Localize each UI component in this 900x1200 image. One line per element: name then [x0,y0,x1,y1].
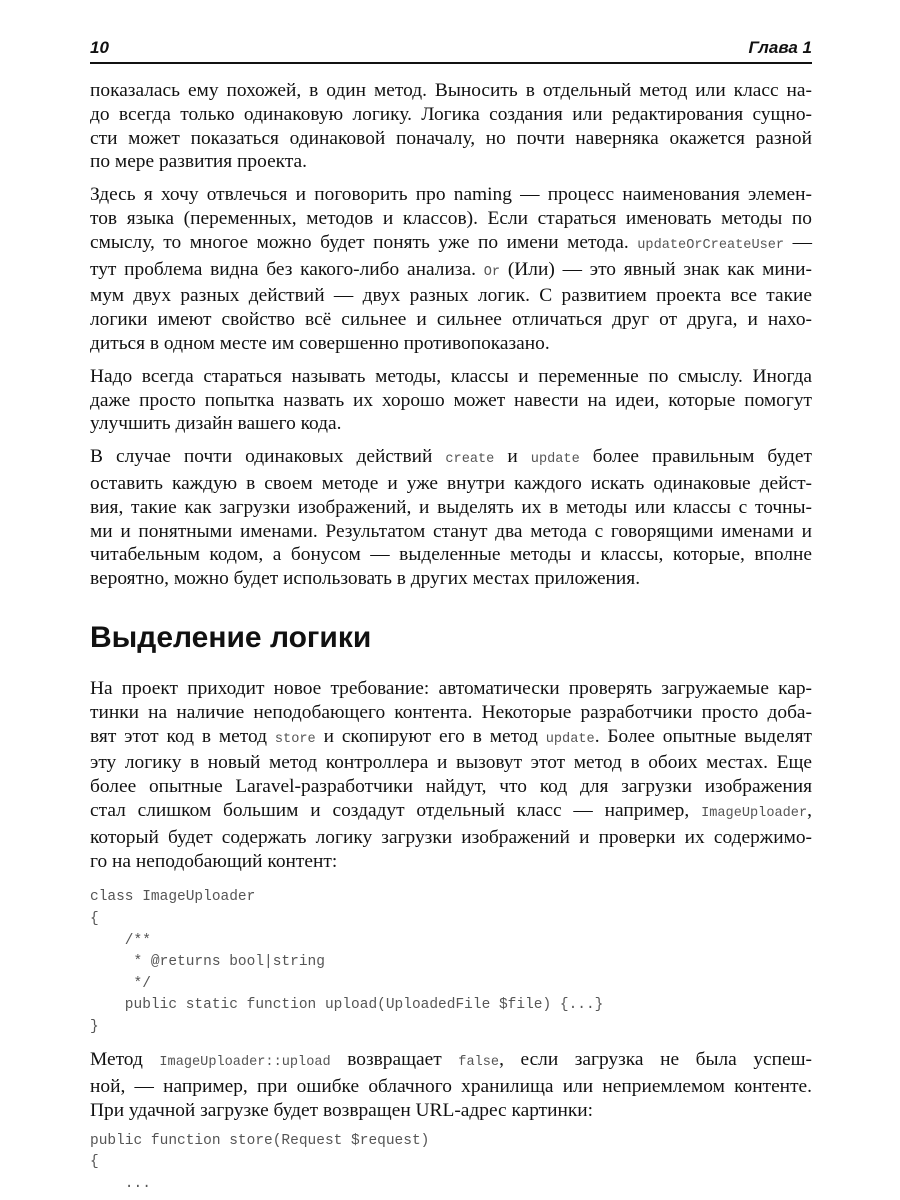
inline-code: Or [483,264,501,280]
text-line: ной, — например, при ошибке облачного хранилища или неприемлемом контенте. [90,1076,812,1098]
inline-code: update [530,452,580,468]
code-line: /** [90,932,151,949]
inline-code: false [458,1055,500,1071]
text-line: до всегда только одинаковую логику. Логика создания или редактирования сущно- [90,103,812,125]
text-line: читабельным кодом, а бонусом — выделенные методы и классы, которые, вполне [90,544,812,566]
text-line: При удачной загрузке будет возвращен URL-адрес картинки: [90,1100,594,1122]
code-line: ... [90,1176,151,1193]
text-line: В случае почти одинаковых действий create и update более правильным будет [90,446,812,468]
text-line: по мере развития проекта. [90,151,307,173]
text-line: показалась ему похожей, в один метод. Выносить в отдельный метод или класс на- [90,80,812,101]
code-block-store [90,1131,812,1196]
chapter-label: Глава 1 [748,38,812,57]
text-line: сти может показаться одинаковой поначалу, но почти наверняка окажется разной [90,127,812,149]
inline-code: store [274,731,316,747]
text-line: более опытные Laravel-разработчики найдут, что код для загрузки изображения [90,776,812,798]
code-line: class ImageUploader [90,889,256,906]
text-line: Надо всегда стараться называть методы, классы и переменные по смыслу. Иногда [90,365,812,387]
book-page [90,36,812,1196]
code-line: } [90,1018,99,1035]
text-line: смыслу, то многое можно будет понять уже по имени метода. updateOrCreateUser — [90,231,813,253]
text-line: улучшить дизайн вашего кода. [90,413,342,435]
paragraph-3 [90,365,812,436]
code-line: { [90,1154,99,1171]
text-line: вероятно, можно будет использовать в других местах приложения. [90,568,641,590]
text-line: тут проблема видна без какого-либо анализа. Or (Или) — это явный знак как мини- [90,258,812,280]
text-line: оставить каждую в своем методе и уже внутри каждого искать одинаковые дейст- [90,472,812,494]
code-block-image-uploader [90,887,812,1038]
text-line: эту логику в новый метод контроллера и вызовут этот метод в обоих местах. Еще [90,752,812,774]
inline-code: updateOrCreateUser [637,237,785,253]
text-line: диться в одном месте им совершенно противопоказано. [90,332,550,354]
text-line: Здесь я хочу отвлечься и поговорить про naming — процесс наименования элемен- [90,184,812,206]
text-line: вят этот код в метод store и скопируют его в метод update. Более опытные выделят [90,725,812,747]
inline-code: ImageUploader::upload [159,1055,331,1071]
text-line: стал слишком большим и создадут отдельный класс — например, ImageUploader, [90,799,812,821]
section-heading: Выделение логики [90,620,372,654]
paragraph-6 [90,1048,812,1122]
code-line: */ [90,975,151,992]
code-line: public static function upload(UploadedFile $file) {...} [90,997,604,1014]
page-number: 10 [90,38,109,57]
inline-code: ImageUploader [701,805,808,821]
text-line: логики имеют свойство всё сильнее и сильнее отличаться друг от друга, и нахо- [90,309,812,331]
code-line: * @returns bool|string [90,954,325,971]
text-line: Метод ImageUploader::upload возвращает false, если загрузка не была успеш- [90,1049,813,1071]
paragraph-1 [90,79,812,174]
text-line: вия, такие как загрузки изображений, и выделять их в методы или классы с точны- [90,496,812,518]
text-line: ми и понятными именами. Результатом станут два метода с говорящими именами и [90,520,812,542]
text-line: тов языка (переменных, методов и классов). Если стараться именовать методы по [90,207,812,229]
text-line: го на неподобающий контент: [90,850,338,872]
inline-code: create [445,452,495,468]
paragraph-4 [90,445,812,591]
text-line: тинки на наличие неподобающего контента. Некоторые разработчики просто доба- [90,701,812,723]
paragraph-5 [90,677,812,873]
paragraph-2 [90,183,812,356]
inline-code: update [545,731,595,747]
code-line: public function store(Request $request) [90,1132,430,1149]
text-line: На проект приходит новое требование: автоматически проверять загружаемые кар- [90,677,812,699]
running-header [90,36,812,64]
code-line: { [90,910,99,927]
text-line: мум двух разных действий — двух разных логик. С развитием проекта все такие [90,285,812,307]
text-line: даже просто попытка назвать их хорошо может навести на идеи, которые помогут [90,389,812,411]
text-line: который будет содержать логику загрузки изображений и проверки их содержимо- [90,826,812,848]
